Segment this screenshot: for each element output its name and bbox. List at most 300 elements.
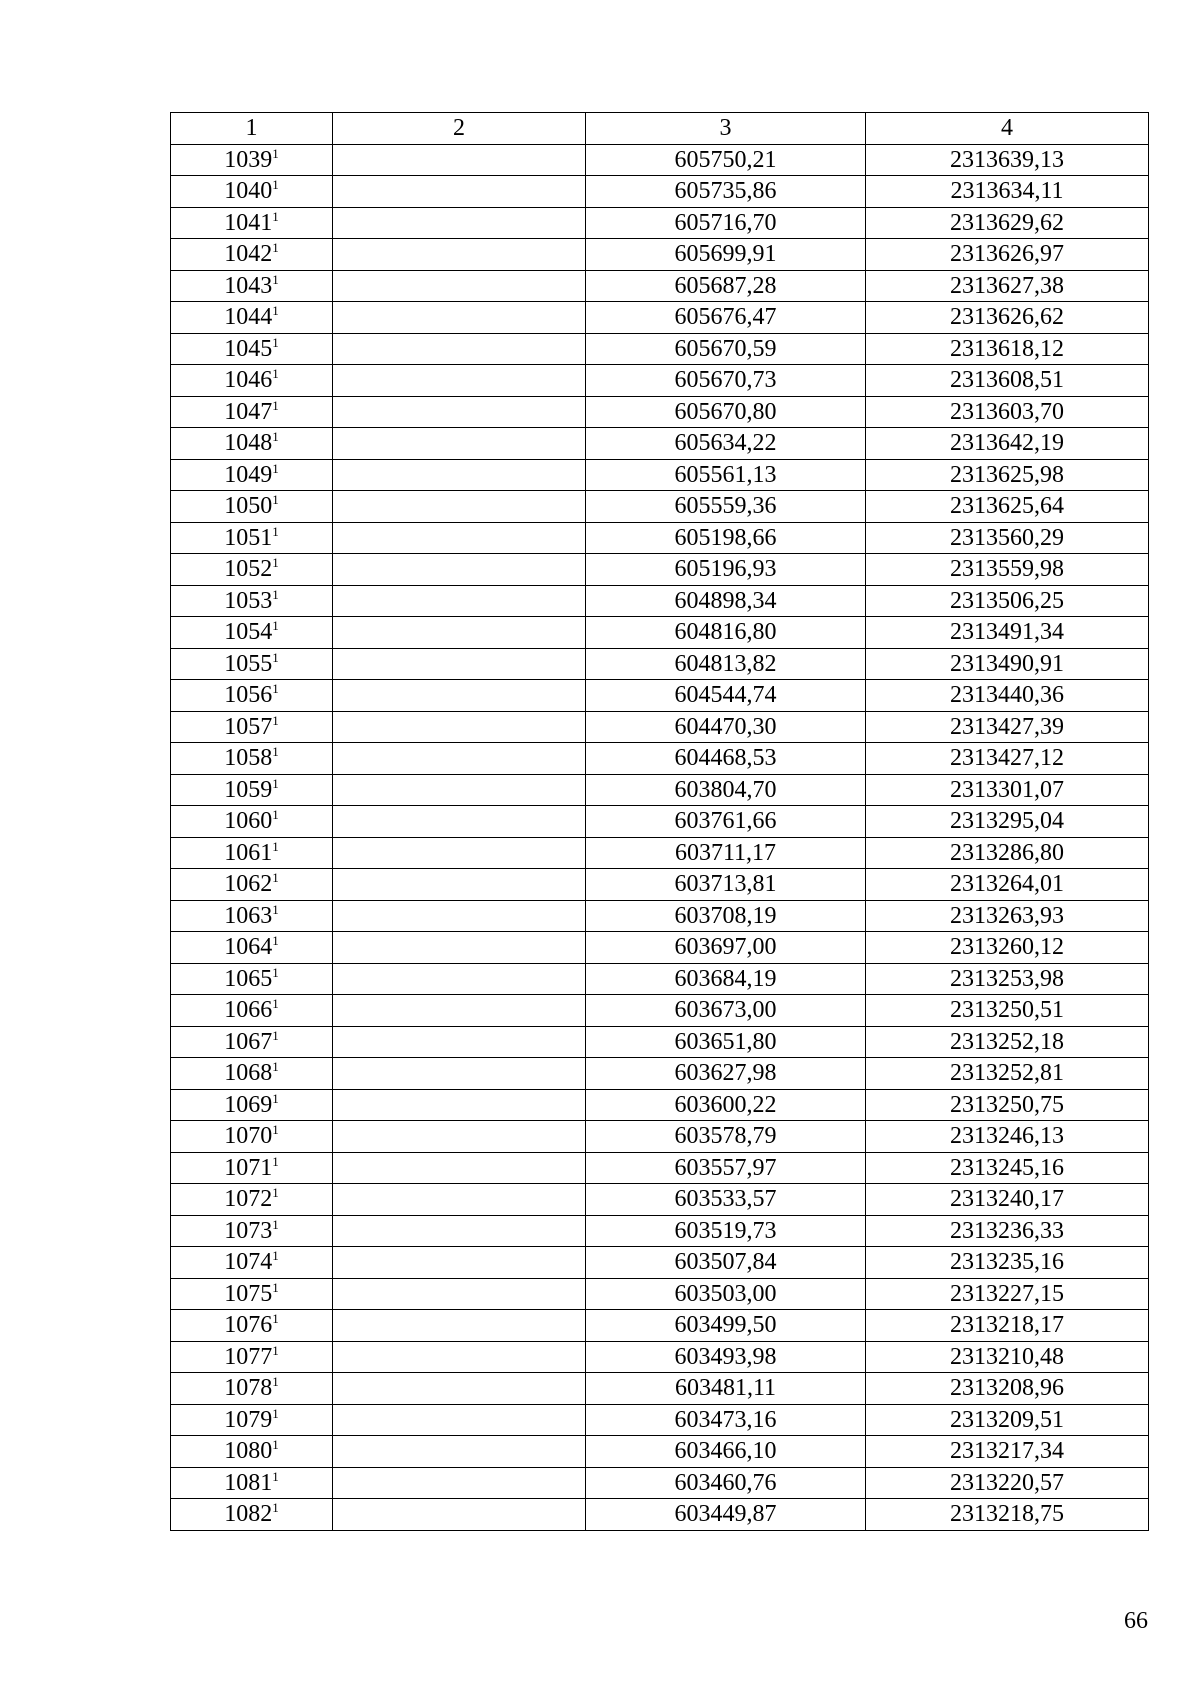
table-row bbox=[171, 806, 1149, 838]
point-number-cell bbox=[171, 176, 333, 208]
y-coordinate-cell: 2313560,29 bbox=[866, 522, 1149, 554]
point-number-cell bbox=[171, 302, 333, 334]
table-row bbox=[171, 1247, 1149, 1279]
point-number-cell bbox=[171, 932, 333, 964]
y-coordinate-cell: 2313627,38 bbox=[866, 270, 1149, 302]
point-number: 1069 bbox=[224, 1091, 273, 1118]
point-number: 1056 bbox=[224, 682, 273, 709]
x-coordinate-cell: 604898,34 bbox=[586, 585, 866, 617]
point-number: 1042 bbox=[224, 241, 273, 268]
x-coordinate-cell: 603708,19 bbox=[586, 900, 866, 932]
y-coordinate-cell: 2313252,81 bbox=[866, 1058, 1149, 1090]
x-coordinate-cell: 605670,73 bbox=[586, 365, 866, 397]
point-number: 1063 bbox=[224, 902, 273, 929]
table-row bbox=[171, 239, 1149, 271]
y-coordinate-cell: 2313559,98 bbox=[866, 554, 1149, 586]
point-number-cell bbox=[171, 333, 333, 365]
column-header-1: 1 bbox=[171, 113, 333, 145]
y-coordinate-cell: 2313618,12 bbox=[866, 333, 1149, 365]
y-coordinate-cell: 2313252,18 bbox=[866, 1026, 1149, 1058]
point-number-cell bbox=[171, 1121, 333, 1153]
y-coordinate-cell: 2313295,04 bbox=[866, 806, 1149, 838]
table-row bbox=[171, 680, 1149, 712]
point-superscript: 1 bbox=[272, 775, 279, 791]
empty-cell bbox=[333, 1310, 586, 1342]
table-row bbox=[171, 1341, 1149, 1373]
point-number-cell bbox=[171, 365, 333, 397]
y-coordinate-cell: 2313210,48 bbox=[866, 1341, 1149, 1373]
table-row bbox=[171, 617, 1149, 649]
point-number-cell bbox=[171, 239, 333, 271]
point-number: 1055 bbox=[224, 650, 273, 677]
table-row bbox=[171, 1026, 1149, 1058]
table-row bbox=[171, 1152, 1149, 1184]
empty-cell bbox=[333, 774, 586, 806]
x-coordinate-cell: 605716,70 bbox=[586, 207, 866, 239]
point-number-cell bbox=[171, 1310, 333, 1342]
y-coordinate-cell: 2313286,80 bbox=[866, 837, 1149, 869]
y-coordinate-cell: 2313217,34 bbox=[866, 1436, 1149, 1468]
point-superscript: 1 bbox=[272, 1500, 279, 1516]
y-coordinate-cell: 2313608,51 bbox=[866, 365, 1149, 397]
point-number-cell bbox=[171, 554, 333, 586]
table-row bbox=[171, 1089, 1149, 1121]
point-superscript: 1 bbox=[272, 649, 279, 665]
point-superscript: 1 bbox=[272, 1374, 279, 1390]
table-row bbox=[171, 1184, 1149, 1216]
table-row bbox=[171, 1310, 1149, 1342]
y-coordinate-cell: 2313634,11 bbox=[866, 176, 1149, 208]
point-superscript: 1 bbox=[272, 1090, 279, 1106]
y-coordinate-cell: 2313253,98 bbox=[866, 963, 1149, 995]
point-number-cell bbox=[171, 1404, 333, 1436]
point-superscript: 1 bbox=[272, 492, 279, 508]
x-coordinate-cell: 603684,19 bbox=[586, 963, 866, 995]
x-coordinate-cell: 603533,57 bbox=[586, 1184, 866, 1216]
point-number: 1075 bbox=[224, 1280, 273, 1307]
point-superscript: 1 bbox=[272, 1248, 279, 1264]
x-coordinate-cell: 603449,87 bbox=[586, 1499, 866, 1531]
point-superscript: 1 bbox=[272, 1405, 279, 1421]
y-coordinate-cell: 2313603,70 bbox=[866, 396, 1149, 428]
point-superscript: 1 bbox=[272, 586, 279, 602]
point-number: 1045 bbox=[224, 335, 273, 362]
point-superscript: 1 bbox=[272, 1122, 279, 1138]
point-superscript: 1 bbox=[272, 460, 279, 476]
point-superscript: 1 bbox=[272, 838, 279, 854]
point-superscript: 1 bbox=[272, 1311, 279, 1327]
empty-cell bbox=[333, 617, 586, 649]
point-number-cell bbox=[171, 144, 333, 176]
point-superscript: 1 bbox=[272, 303, 279, 319]
point-number-cell bbox=[171, 1499, 333, 1531]
table-row bbox=[171, 869, 1149, 901]
empty-cell bbox=[333, 1499, 586, 1531]
x-coordinate-cell: 605750,21 bbox=[586, 144, 866, 176]
y-coordinate-cell: 2313629,62 bbox=[866, 207, 1149, 239]
point-superscript: 1 bbox=[272, 996, 279, 1012]
point-superscript: 1 bbox=[272, 1153, 279, 1169]
x-coordinate-cell: 605634,22 bbox=[586, 428, 866, 460]
x-coordinate-cell: 603466,10 bbox=[586, 1436, 866, 1468]
point-superscript: 1 bbox=[272, 1342, 279, 1358]
x-coordinate-cell: 604816,80 bbox=[586, 617, 866, 649]
empty-cell bbox=[333, 554, 586, 586]
point-superscript: 1 bbox=[272, 901, 279, 917]
x-coordinate-cell: 603651,80 bbox=[586, 1026, 866, 1058]
x-coordinate-cell: 603713,81 bbox=[586, 869, 866, 901]
point-superscript: 1 bbox=[272, 1468, 279, 1484]
point-number: 1060 bbox=[224, 808, 273, 835]
table-row bbox=[171, 1215, 1149, 1247]
empty-cell bbox=[333, 1215, 586, 1247]
table-row bbox=[171, 711, 1149, 743]
point-superscript: 1 bbox=[272, 240, 279, 256]
empty-cell bbox=[333, 1373, 586, 1405]
point-superscript: 1 bbox=[272, 145, 279, 161]
y-coordinate-cell: 2313625,98 bbox=[866, 459, 1149, 491]
x-coordinate-cell: 605699,91 bbox=[586, 239, 866, 271]
point-number: 1041 bbox=[224, 209, 273, 236]
x-coordinate-cell: 604468,53 bbox=[586, 743, 866, 775]
x-coordinate-cell: 605687,28 bbox=[586, 270, 866, 302]
empty-cell bbox=[333, 333, 586, 365]
table-row bbox=[171, 1404, 1149, 1436]
point-number-cell bbox=[171, 774, 333, 806]
point-number: 1066 bbox=[224, 997, 273, 1024]
y-coordinate-cell: 2313264,01 bbox=[866, 869, 1149, 901]
y-coordinate-cell: 2313260,12 bbox=[866, 932, 1149, 964]
point-number: 1048 bbox=[224, 430, 273, 457]
empty-cell bbox=[333, 176, 586, 208]
point-number: 1079 bbox=[224, 1406, 273, 1433]
empty-cell bbox=[333, 1058, 586, 1090]
table-row bbox=[171, 365, 1149, 397]
x-coordinate-cell: 603507,84 bbox=[586, 1247, 866, 1279]
x-coordinate-cell: 603711,17 bbox=[586, 837, 866, 869]
empty-cell bbox=[333, 491, 586, 523]
table-row bbox=[171, 995, 1149, 1027]
x-coordinate-cell: 605198,66 bbox=[586, 522, 866, 554]
empty-cell bbox=[333, 869, 586, 901]
point-superscript: 1 bbox=[272, 271, 279, 287]
empty-cell bbox=[333, 302, 586, 334]
table-body bbox=[171, 144, 1149, 1530]
point-number: 1082 bbox=[224, 1501, 273, 1528]
x-coordinate-cell: 604813,82 bbox=[586, 648, 866, 680]
point-number-cell bbox=[171, 1341, 333, 1373]
table-row bbox=[171, 900, 1149, 932]
point-number-cell bbox=[171, 1373, 333, 1405]
point-number-cell bbox=[171, 428, 333, 460]
x-coordinate-cell: 605561,13 bbox=[586, 459, 866, 491]
y-coordinate-cell: 2313626,62 bbox=[866, 302, 1149, 334]
empty-cell bbox=[333, 585, 586, 617]
table-row bbox=[171, 585, 1149, 617]
x-coordinate-cell: 604470,30 bbox=[586, 711, 866, 743]
point-number-cell bbox=[171, 207, 333, 239]
x-coordinate-cell: 603481,11 bbox=[586, 1373, 866, 1405]
point-number: 1068 bbox=[224, 1060, 273, 1087]
empty-cell bbox=[333, 1026, 586, 1058]
y-coordinate-cell: 2313250,75 bbox=[866, 1089, 1149, 1121]
empty-cell bbox=[333, 806, 586, 838]
y-coordinate-cell: 2313218,17 bbox=[866, 1310, 1149, 1342]
y-coordinate-cell: 2313218,75 bbox=[866, 1499, 1149, 1531]
point-superscript: 1 bbox=[272, 555, 279, 571]
point-number-cell bbox=[171, 1058, 333, 1090]
point-number-cell bbox=[171, 995, 333, 1027]
y-coordinate-cell: 2313209,51 bbox=[866, 1404, 1149, 1436]
point-superscript: 1 bbox=[272, 964, 279, 980]
empty-cell bbox=[333, 144, 586, 176]
empty-cell bbox=[333, 270, 586, 302]
x-coordinate-cell: 603519,73 bbox=[586, 1215, 866, 1247]
point-number: 1058 bbox=[224, 745, 273, 772]
point-superscript: 1 bbox=[272, 1059, 279, 1075]
table-row bbox=[171, 837, 1149, 869]
table-row bbox=[171, 176, 1149, 208]
x-coordinate-cell: 603473,16 bbox=[586, 1404, 866, 1436]
point-superscript: 1 bbox=[272, 429, 279, 445]
y-coordinate-cell: 2313301,07 bbox=[866, 774, 1149, 806]
point-superscript: 1 bbox=[272, 712, 279, 728]
table-row bbox=[171, 491, 1149, 523]
point-number: 1077 bbox=[224, 1343, 273, 1370]
point-number: 1043 bbox=[224, 272, 273, 299]
table-row bbox=[171, 333, 1149, 365]
point-number: 1070 bbox=[224, 1123, 273, 1150]
point-superscript: 1 bbox=[272, 870, 279, 886]
y-coordinate-cell: 2313227,15 bbox=[866, 1278, 1149, 1310]
point-superscript: 1 bbox=[272, 1437, 279, 1453]
point-number: 1081 bbox=[224, 1469, 273, 1496]
point-superscript: 1 bbox=[272, 618, 279, 634]
table-row bbox=[171, 144, 1149, 176]
point-number: 1046 bbox=[224, 367, 273, 394]
point-superscript: 1 bbox=[272, 807, 279, 823]
y-coordinate-cell: 2313491,34 bbox=[866, 617, 1149, 649]
empty-cell bbox=[333, 680, 586, 712]
x-coordinate-cell: 603804,70 bbox=[586, 774, 866, 806]
empty-cell bbox=[333, 1184, 586, 1216]
point-number: 1051 bbox=[224, 524, 273, 551]
point-number: 1076 bbox=[224, 1312, 273, 1339]
point-number-cell bbox=[171, 1436, 333, 1468]
point-number-cell bbox=[171, 900, 333, 932]
table-row bbox=[171, 459, 1149, 491]
table-row bbox=[171, 302, 1149, 334]
page-number: 66 bbox=[1124, 1608, 1148, 1634]
point-superscript: 1 bbox=[272, 1027, 279, 1043]
empty-cell bbox=[333, 932, 586, 964]
column-header-2: 2 bbox=[333, 113, 586, 145]
y-coordinate-cell: 2313245,16 bbox=[866, 1152, 1149, 1184]
point-number-cell bbox=[171, 1184, 333, 1216]
y-coordinate-cell: 2313506,25 bbox=[866, 585, 1149, 617]
point-number: 1073 bbox=[224, 1217, 273, 1244]
point-number-cell bbox=[171, 491, 333, 523]
table-row bbox=[171, 743, 1149, 775]
point-number: 1078 bbox=[224, 1375, 273, 1402]
point-number: 1054 bbox=[224, 619, 273, 646]
point-superscript: 1 bbox=[272, 397, 279, 413]
table-row bbox=[171, 522, 1149, 554]
point-superscript: 1 bbox=[272, 366, 279, 382]
x-coordinate-cell: 605735,86 bbox=[586, 176, 866, 208]
point-superscript: 1 bbox=[272, 523, 279, 539]
empty-cell bbox=[333, 1467, 586, 1499]
point-number-cell bbox=[171, 396, 333, 428]
empty-cell bbox=[333, 995, 586, 1027]
y-coordinate-cell: 2313240,17 bbox=[866, 1184, 1149, 1216]
point-number-cell bbox=[171, 617, 333, 649]
point-superscript: 1 bbox=[272, 681, 279, 697]
empty-cell bbox=[333, 837, 586, 869]
empty-cell bbox=[333, 522, 586, 554]
point-number-cell bbox=[171, 1278, 333, 1310]
point-number: 1071 bbox=[224, 1154, 273, 1181]
coordinates-table bbox=[170, 112, 1149, 1531]
empty-cell bbox=[333, 648, 586, 680]
point-number-cell bbox=[171, 270, 333, 302]
point-superscript: 1 bbox=[272, 933, 279, 949]
point-number: 1065 bbox=[224, 965, 273, 992]
point-number: 1062 bbox=[224, 871, 273, 898]
table-row bbox=[171, 1373, 1149, 1405]
point-number-cell bbox=[171, 869, 333, 901]
point-number: 1072 bbox=[224, 1186, 273, 1213]
point-superscript: 1 bbox=[272, 1185, 279, 1201]
x-coordinate-cell: 603493,98 bbox=[586, 1341, 866, 1373]
table-row bbox=[171, 554, 1149, 586]
column-header-4: 4 bbox=[866, 113, 1149, 145]
y-coordinate-cell: 2313427,12 bbox=[866, 743, 1149, 775]
empty-cell bbox=[333, 1341, 586, 1373]
point-number: 1047 bbox=[224, 398, 273, 425]
point-number-cell bbox=[171, 1215, 333, 1247]
empty-cell bbox=[333, 1247, 586, 1279]
x-coordinate-cell: 603600,22 bbox=[586, 1089, 866, 1121]
point-number: 1080 bbox=[224, 1438, 273, 1465]
point-number-cell bbox=[171, 585, 333, 617]
x-coordinate-cell: 605670,59 bbox=[586, 333, 866, 365]
table-row bbox=[171, 1121, 1149, 1153]
empty-cell bbox=[333, 963, 586, 995]
empty-cell bbox=[333, 396, 586, 428]
y-coordinate-cell: 2313427,39 bbox=[866, 711, 1149, 743]
table-row bbox=[171, 1058, 1149, 1090]
point-number-cell bbox=[171, 743, 333, 775]
point-number-cell bbox=[171, 459, 333, 491]
y-coordinate-cell: 2313625,64 bbox=[866, 491, 1149, 523]
table-header-row bbox=[171, 113, 1149, 145]
point-number-cell bbox=[171, 963, 333, 995]
x-coordinate-cell: 604544,74 bbox=[586, 680, 866, 712]
point-superscript: 1 bbox=[272, 1216, 279, 1232]
empty-cell bbox=[333, 239, 586, 271]
point-number-cell bbox=[171, 711, 333, 743]
point-number: 1061 bbox=[224, 839, 273, 866]
y-coordinate-cell: 2313642,19 bbox=[866, 428, 1149, 460]
empty-cell bbox=[333, 365, 586, 397]
x-coordinate-cell: 605196,93 bbox=[586, 554, 866, 586]
empty-cell bbox=[333, 459, 586, 491]
point-number-cell bbox=[171, 1026, 333, 1058]
point-number-cell bbox=[171, 806, 333, 838]
x-coordinate-cell: 605559,36 bbox=[586, 491, 866, 523]
x-coordinate-cell: 603460,76 bbox=[586, 1467, 866, 1499]
y-coordinate-cell: 2313246,13 bbox=[866, 1121, 1149, 1153]
table-row bbox=[171, 1499, 1149, 1531]
point-number: 1044 bbox=[224, 304, 273, 331]
y-coordinate-cell: 2313250,51 bbox=[866, 995, 1149, 1027]
empty-cell bbox=[333, 1121, 586, 1153]
table-row bbox=[171, 428, 1149, 460]
y-coordinate-cell: 2313263,93 bbox=[866, 900, 1149, 932]
point-superscript: 1 bbox=[272, 1279, 279, 1295]
y-coordinate-cell: 2313236,33 bbox=[866, 1215, 1149, 1247]
point-number-cell bbox=[171, 1467, 333, 1499]
point-number-cell bbox=[171, 522, 333, 554]
empty-cell bbox=[333, 743, 586, 775]
y-coordinate-cell: 2313639,13 bbox=[866, 144, 1149, 176]
empty-cell bbox=[333, 1436, 586, 1468]
point-number-cell bbox=[171, 680, 333, 712]
empty-cell bbox=[333, 428, 586, 460]
point-number-cell bbox=[171, 648, 333, 680]
point-number: 1074 bbox=[224, 1249, 273, 1276]
table-row bbox=[171, 396, 1149, 428]
point-superscript: 1 bbox=[272, 744, 279, 760]
point-number: 1040 bbox=[224, 178, 273, 205]
point-number: 1050 bbox=[224, 493, 273, 520]
x-coordinate-cell: 603627,98 bbox=[586, 1058, 866, 1090]
empty-cell bbox=[333, 711, 586, 743]
table-row bbox=[171, 270, 1149, 302]
table-row bbox=[171, 774, 1149, 806]
y-coordinate-cell: 2313208,96 bbox=[866, 1373, 1149, 1405]
table-row bbox=[171, 207, 1149, 239]
y-coordinate-cell: 2313626,97 bbox=[866, 239, 1149, 271]
point-number-cell bbox=[171, 1152, 333, 1184]
point-number: 1049 bbox=[224, 461, 273, 488]
empty-cell bbox=[333, 207, 586, 239]
empty-cell bbox=[333, 900, 586, 932]
table-row bbox=[171, 963, 1149, 995]
y-coordinate-cell: 2313440,36 bbox=[866, 680, 1149, 712]
point-number-cell bbox=[171, 1247, 333, 1279]
point-number: 1059 bbox=[224, 776, 273, 803]
x-coordinate-cell: 603578,79 bbox=[586, 1121, 866, 1153]
x-coordinate-cell: 603503,00 bbox=[586, 1278, 866, 1310]
point-number-cell bbox=[171, 1089, 333, 1121]
empty-cell bbox=[333, 1278, 586, 1310]
table-row bbox=[171, 1467, 1149, 1499]
point-number: 1053 bbox=[224, 587, 273, 614]
x-coordinate-cell: 603697,00 bbox=[586, 932, 866, 964]
table-row bbox=[171, 1436, 1149, 1468]
x-coordinate-cell: 605670,80 bbox=[586, 396, 866, 428]
point-superscript: 1 bbox=[272, 177, 279, 193]
x-coordinate-cell: 603761,66 bbox=[586, 806, 866, 838]
table-row bbox=[171, 932, 1149, 964]
x-coordinate-cell: 603673,00 bbox=[586, 995, 866, 1027]
y-coordinate-cell: 2313490,91 bbox=[866, 648, 1149, 680]
y-coordinate-cell: 2313220,57 bbox=[866, 1467, 1149, 1499]
table-row bbox=[171, 1278, 1149, 1310]
x-coordinate-cell: 603557,97 bbox=[586, 1152, 866, 1184]
